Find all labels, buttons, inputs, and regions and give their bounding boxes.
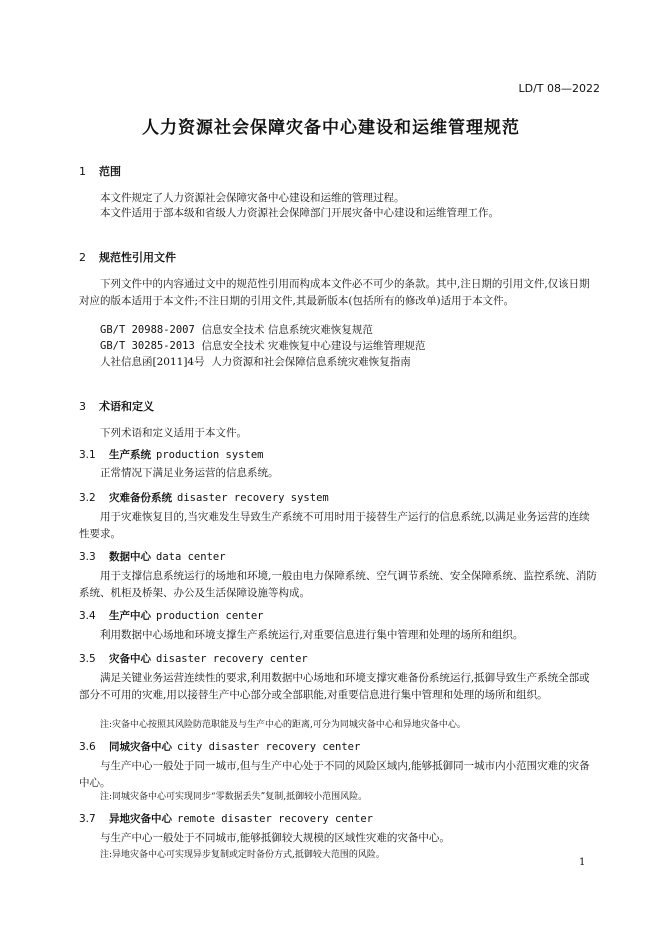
- paragraph: 本文件规定了人力资源社会保障灾备中心建设和运维的管理过程。: [100, 192, 405, 204]
- term-note: 注:异地灾备中心可实现异步复制或定时备份方式,抵御较大范围的风险。: [100, 850, 385, 860]
- term-number: 3.2: [79, 492, 96, 504]
- document-number: LD/T 08—2022: [518, 82, 600, 95]
- section-number: 1: [79, 165, 86, 178]
- term-number: 3.3: [79, 551, 96, 563]
- section-1-heading: [79, 163, 121, 179]
- term-heading: [79, 608, 263, 623]
- term-definition: 与生产中心一般处于同一城市,但与生产中心处于不同的风险区域内,能够抵御同一城市内小范围灾难的灾备中心。: [79, 760, 590, 789]
- term-zh: 灾难备份系统: [109, 492, 172, 504]
- section-2-heading: [79, 249, 176, 265]
- reference-item: [100, 338, 425, 353]
- page-number: 1: [579, 857, 586, 868]
- term-definition: 满足关键业务运营连续性的要求,利用数据中心场地和环境支撑灾难备份系统运行,抵御导致生产系统全部或部分不可用的灾难,用以接替生产中心部分或全部职能,对重要信息进行集中管理和处理的场所和组织。: [79, 672, 590, 701]
- document-title: 人力资源社会保障灾备中心建设和运维管理规范: [142, 118, 520, 138]
- term-definition: 用于灾难恢复目的,当灾难发生导致生产系统不可用时用于接替生产运行的信息系统,以满足业务运营的连续性要求。: [79, 511, 590, 540]
- term-definition: 用于支撑信息系统运行的场地和环境,一般由电力保障系统、空气调节系统、安全保障系统、监控系统、消防系统、机柜及桥架、办公及生活保障设施等构成。: [79, 570, 597, 599]
- term-zh: 生产中心: [109, 610, 151, 622]
- term-heading: [79, 651, 308, 666]
- section-title: 规范性引用文件: [99, 251, 176, 264]
- paragraph: 本文件适用于部本级和省级人力资源社会保障部门开展灾备中心建设和运维管理工作。: [100, 207, 499, 219]
- term-heading: [79, 549, 226, 564]
- term-definition: 正常情况下满足业务运营的信息系统。: [100, 467, 279, 479]
- term-number: 3.1: [79, 449, 96, 461]
- section-title: 范围: [99, 165, 121, 178]
- term-en: production system: [156, 449, 264, 461]
- reference-code: GB/T 30285-2013: [100, 340, 195, 352]
- term-zh: 生产系统: [109, 449, 151, 461]
- term-heading: [79, 739, 360, 754]
- reference-item: [100, 354, 411, 369]
- term-note: 注:同城灾备中心可实现同步“零数据丢失”复制,抵御较小范围风险。: [100, 792, 368, 802]
- section-number: 3: [79, 400, 86, 413]
- paragraph: 下列文件中的内容通过文中的规范性引用而构成本文件必不可少的条款。其中,注日期的引用文件,仅该日期对应的版本适用于本文件;不注日期的引用文件,其最新版本(包括所有的修改单)适用于本文件。: [79, 278, 590, 307]
- term-note: 注:灾备中心按照其风险防范职能及与生产中心的距离,可分为同城灾备中心和异地灾备中心。: [100, 720, 466, 730]
- reference-title: 人力资源和社会保障信息系统灾难恢复指南: [211, 356, 411, 368]
- term-en: data center: [156, 551, 226, 563]
- term-heading: [79, 811, 373, 826]
- term-en: production center: [156, 610, 264, 622]
- term-number: 3.4: [79, 610, 96, 622]
- term-en: city disaster recovery center: [177, 741, 361, 753]
- section-number: 2: [79, 251, 86, 264]
- term-zh: 数据中心: [109, 551, 151, 563]
- term-en: disaster recovery system: [177, 492, 329, 504]
- section-title: 术语和定义: [99, 400, 154, 413]
- term-zh: 同城灾备中心: [109, 741, 172, 753]
- term-number: 3.5: [79, 653, 96, 665]
- section-3-heading: [79, 398, 154, 414]
- term-number: 3.6: [79, 741, 96, 753]
- term-number: 3.7: [79, 813, 96, 825]
- paragraph: 下列术语和定义适用于本文件。: [100, 427, 247, 439]
- term-en: remote disaster recovery center: [177, 813, 373, 825]
- reference-code: GB/T 20988-2007: [100, 324, 195, 336]
- term-definition: 与生产中心一般处于不同城市,能够抵御较大规模的区域性灾难的灾备中心。: [100, 832, 450, 844]
- reference-code: 人社信息函[2011]4号: [100, 356, 205, 368]
- term-zh: 灾备中心: [109, 653, 151, 665]
- reference-item: [100, 322, 373, 337]
- term-heading: [79, 490, 329, 505]
- reference-title: 信息安全技术 信息系统灾难恢复规范: [201, 324, 373, 336]
- reference-title: 信息安全技术 灾难恢复中心建设与运维管理规范: [201, 340, 426, 352]
- term-en: disaster recovery center: [156, 653, 308, 665]
- term-zh: 异地灾备中心: [109, 813, 172, 825]
- term-definition: 利用数据中心场地和环境支撑生产系统运行,对重要信息进行集中管理和处理的场所和组织。: [100, 629, 524, 641]
- term-heading: [79, 447, 263, 462]
